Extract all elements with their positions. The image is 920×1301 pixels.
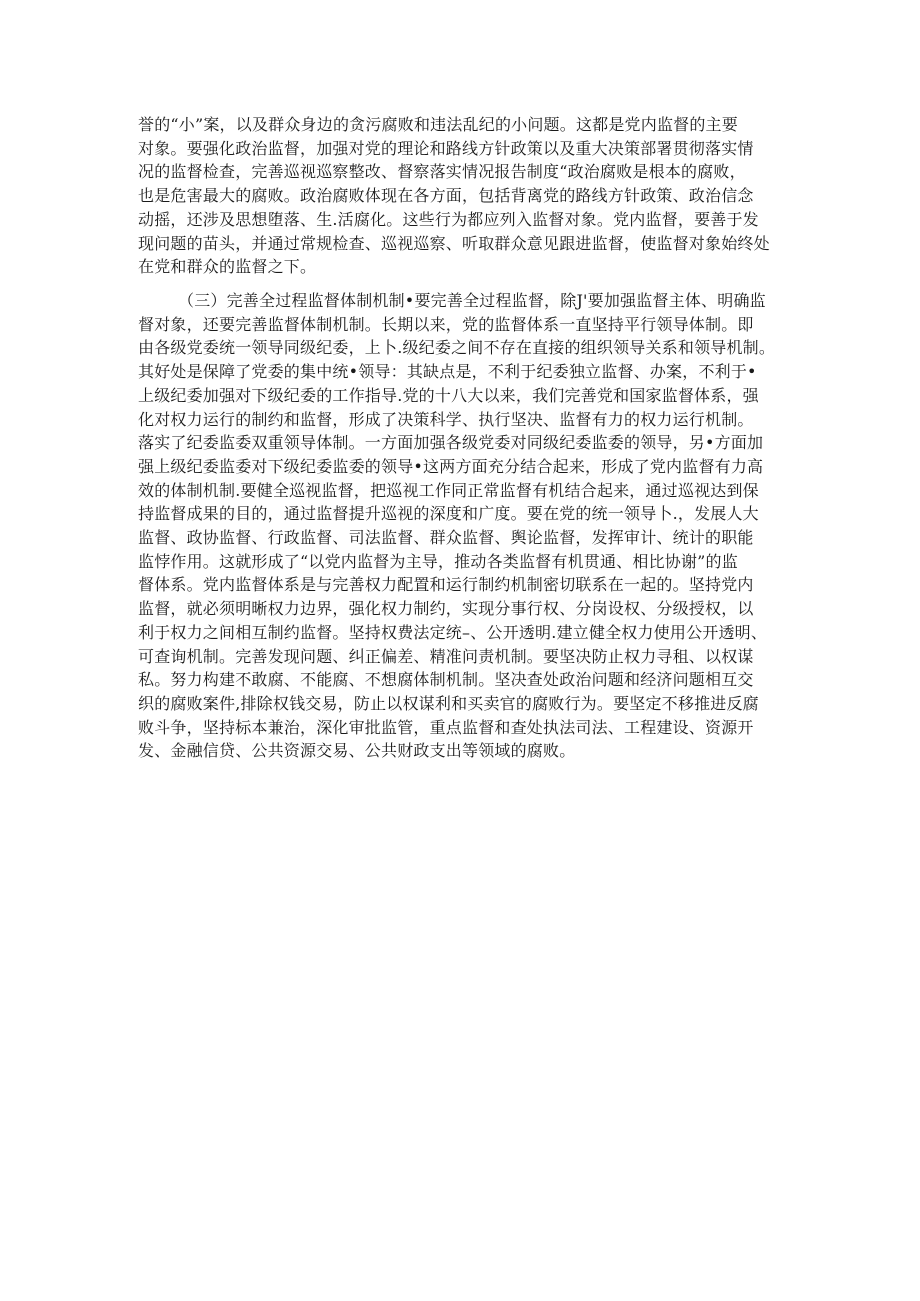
text-line: 监督，就必须明晰权力边界，强化权力制约，实现分事行权、分岗设权、分级授权，以 [138, 599, 754, 619]
text-line: 私。努力构建不敢腐、不能腐、不想腐体制机制。坚决查处政治问题和经济问题相互交 [138, 670, 754, 690]
text-line: 其好处是保障了党委的集中统•领导：其缺点是，不利于纪委独立监督、办案，不利于• [138, 362, 757, 382]
paragraph-whole-process-supervision [138, 289, 790, 763]
text-line: 由各级党委统一领导同级纪委，上卜.级纪委之间不存在直接的组织领导关系和领导机制。 [138, 338, 776, 358]
text-line: 况的监督检查，完善巡视巡察整改、督察落实情况报告制度“政治腐败是根本的腐败， [138, 162, 746, 182]
text-line: 在党和群众的监督之下。 [138, 257, 317, 277]
text-line: 效的体制机制.要健全巡视监督，把巡视工作同正常监督有机结合起来，通过巡视达到保 [138, 480, 759, 500]
text-line: 上级纪委加强对下级纪委的工作指导.党的十八大以来，我们完善党和国家监督体系，强 [138, 385, 759, 405]
text-line: 誉的“小”案，以及群众身边的贪污腐败和违法乱纪的小问题。这都是党内监督的主要 [138, 115, 738, 134]
text-line: 对象。要强化政治监督，加强对党的理论和路线方针政策以及重大决策部署贯彻落实情 [138, 138, 754, 158]
text-line: 利于权力之间相互制约监督。坚持权费法定统–、公开透明.建立健全权力使用公开透明、 [138, 622, 768, 642]
text-line: 动摇，还涉及思想堕落、生.活腐化。这些行为都应列入监督对象。党内监督，要善于发 [138, 209, 759, 229]
text-line: 督对象，还要完善监督体制机制。长期以来，党的监督体系一直坚持平行领导体制。即 [138, 314, 754, 334]
text-line: 强上级纪委监委对下级纪委监委的领导•这两方面充分结合起来，形成了党内监督有力高 [138, 456, 764, 476]
text-line: 持监督成果的目的，通过监督提升巡视的深度和广度。要在党的统一领导卜.，发展人大 [138, 504, 759, 524]
text-line: 化对权力运行的制约和监督，形成了决策科学、执行坚决、监督有力的权力运行机制。 [138, 409, 754, 429]
text-line: 可查询机制。完善发现问题、纠正偏差、精准问责机制。要坚决防止权力寻租、以权谋 [138, 646, 754, 666]
text-line: 监督、政协监督、行政监督、司法监督、群众监督、舆论监督，发挥审计、统计的职能 [138, 528, 754, 548]
text-line: （三）完善全过程监督体制机制•要完善全过程监督，除J'要加强监督主体、明确监 [178, 291, 766, 310]
text-line: 现问题的苗头，并通过常规检查、巡视巡察、听取群众意见跟进监督，使监督对象始终处 [138, 233, 770, 253]
text-line: 发、金融信贷、公共资源交易、公共财政支出等领域的腐败。 [138, 741, 576, 761]
paragraph-supervision-targets [138, 113, 790, 279]
text-line: 监悖作用。这就形成了“以党内监督为主导，推动各类监督有机贯通、相比协谢”的监 [138, 551, 738, 571]
text-line: 督体系。党内监督体系是与完善权力配置和运行制约机制密切联系在一起的。坚持党内 [138, 575, 754, 595]
text-line: 败斗争，坚持标本兼治，深化审批监管，重点监督和查处执法司法、工程建设、资源开 [138, 717, 754, 737]
text-line: 落实了纪委监委双重领导体制。一方面加强各级党委对同级纪委监委的领导，另•方面加 [138, 433, 764, 453]
text-line: 织的腐败案件,排除权钱交易，防止以权谋利和买卖官的腐败行为。要坚定不移推进反腐 [138, 693, 759, 713]
text-line: 也是危害最大的腐败。政治腐败体现在各方面，包括背离党的路线方针政策、政治信念 [138, 186, 754, 206]
